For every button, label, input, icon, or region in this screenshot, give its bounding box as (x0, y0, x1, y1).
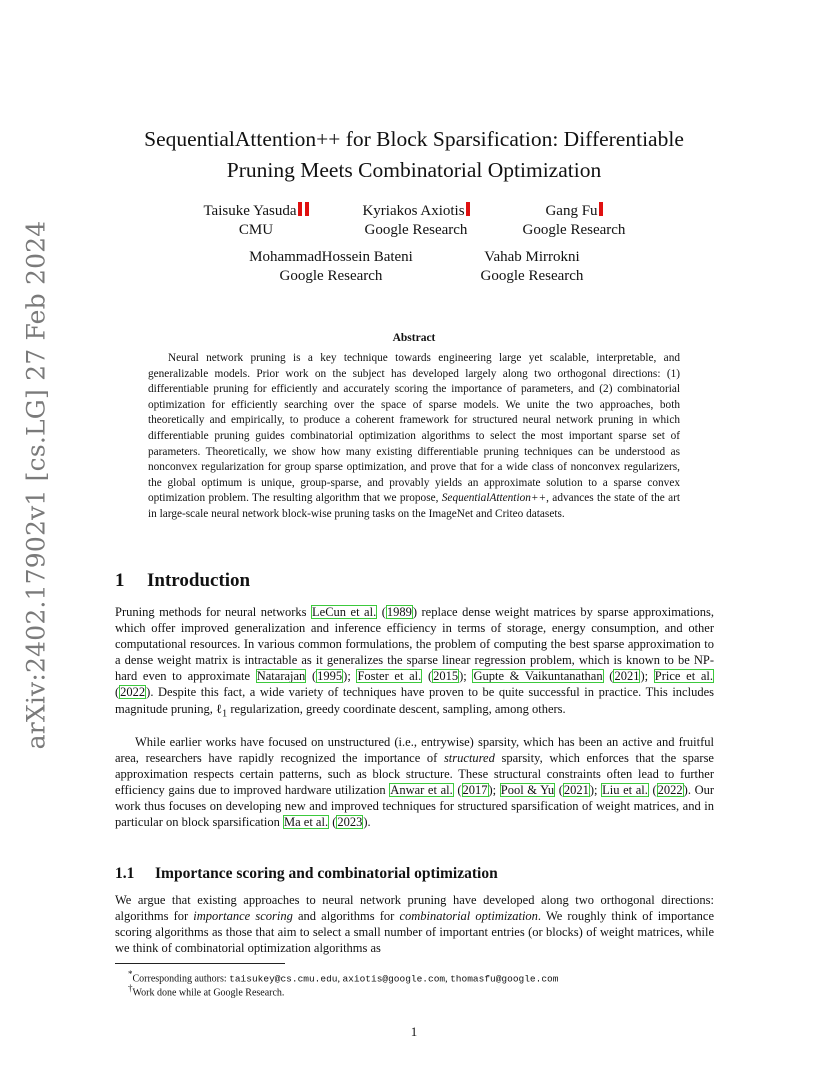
footnote-marker-link[interactable] (466, 202, 470, 216)
citation-link[interactable]: Foster et al. (357, 669, 422, 684)
subsection-heading (115, 865, 498, 883)
section-heading (115, 570, 250, 592)
citation-link[interactable]: Liu et al. (602, 783, 648, 798)
citation-link[interactable]: 2022 (657, 783, 683, 798)
email-link[interactable]: thomasfu@google.com (450, 973, 559, 985)
citation-link[interactable]: 2015 (433, 669, 459, 684)
author-affiliation: Google Research (364, 222, 468, 238)
subsection-title: Importance scoring and combinatorial optimization (155, 865, 498, 882)
author-block (462, 248, 602, 286)
section-number: 1 (115, 570, 125, 591)
citation-link[interactable]: 2021 (614, 669, 640, 684)
section-title: Introduction (147, 570, 251, 591)
footnote: †Work done while at Google Research. (128, 983, 285, 999)
abstract-heading: Abstract (392, 332, 436, 344)
author-name: Gang Fu (545, 203, 598, 219)
citation-link[interactable]: Pool & Yu (500, 783, 555, 798)
footnote-marker-link[interactable] (305, 202, 309, 216)
author-block (504, 202, 644, 240)
author-affiliation: Google Research (522, 222, 626, 238)
email-link[interactable]: taisukey@cs.cmu.edu (229, 973, 338, 985)
citation-link[interactable]: 2023 (337, 815, 363, 830)
footnote: *Corresponding authors: taisukey@cs.cmu.edu, axiotis@google.com, thomasfu@google.com (128, 969, 559, 985)
author-name: MohammadHossein Bateni (249, 249, 413, 265)
citation-link[interactable]: Natarajan (256, 669, 306, 684)
citation-link[interactable]: LeCun et al. (312, 605, 377, 619)
author-block (186, 202, 326, 240)
subsection-number: 1.1 (115, 865, 135, 882)
citation-link[interactable]: 1989 (386, 605, 412, 619)
author-name: Vahab Mirrokni (484, 249, 580, 265)
abstract-emphasis: SequentialAttention++ (441, 492, 547, 505)
citation-link[interactable]: Price et al. (654, 669, 713, 684)
citation-link[interactable]: Ma et al. (284, 815, 329, 830)
author-affiliation: CMU (238, 222, 274, 238)
footnote-marker-link[interactable] (599, 202, 603, 216)
author-block (226, 248, 436, 286)
author-name: Kyriakos Axiotis (362, 203, 465, 219)
citation-link[interactable]: 1995 (317, 669, 343, 684)
paragraph: Pruning methods for neural networks LeCun et al. (1989) replace dense weight matrices by sparse approximations, which offer improved generalization and inference efficiency in terms of storage, energy consumption, and other computational resources. In various common formulations, the problem of computing the best sparse approximation to a dense weight matrix is intractable as it generalizes the sparse linear regression problem, which is known to be NP-hard even to approximate Natarajan (1995); Foster et al. (2015); Gupte & Vaikuntanathan (2021); Price et al. (2022). Despite this fact, a wide variety of techniques have proven to be quite successful in practice. This includes magnitude pruning, ℓ$_1$ regularization, greedy coordinate descent, sampling, among others. (115, 605, 714, 720)
citation-link[interactable]: 2022 (120, 685, 146, 700)
author-affiliation: Google Research (480, 268, 584, 284)
paragraph: We argue that existing approaches to neural network pruning have developed along two orthogonal directions: algorithms for importance scoring and algorithms for combinatorial optimization. We roughly think of importance scoring algorithms as those that aim to select a small number of important entries (or blocks) of weight matrices, while we think of combinatorial optimization algorithms as (115, 893, 715, 956)
arxiv-sidebar (18, 220, 54, 750)
author-name: Taisuke Yasuda (203, 203, 297, 219)
email-link[interactable]: axiotis@google.com (342, 973, 446, 985)
title-line-2: Pruning Meets Combinatorial Optimization (226, 158, 602, 182)
page-number: 1 (410, 1024, 418, 1039)
arxiv-identifier: arXiv:2402.17902v1 [cs.LG] 27 Feb 2024 (21, 220, 51, 750)
footnote-rule (115, 963, 285, 964)
paragraph: While earlier works have focused on unstructured (i.e., entrywise) sparsity, which has been an active and fruitful area, researchers have rapidly recognized the importance of structured sparsity, which enforces that the sparse approximation respects certain patterns, such as block structure. These structural constraints often lead to further efficiency gains due to improved hardware utilization Anwar et al. (2017); Pool & Yu (2021); Liu et al. (2022). Our work thus focuses on developing new and improved techniques for structured sparsification of weight matrices, and in particular on block sparsification Ma et al. (2023). (115, 735, 715, 830)
footnote-marker-link[interactable] (298, 202, 302, 216)
citation-link[interactable]: Gupte & Vaikuntanathan (473, 669, 603, 684)
citation-link[interactable]: 2017 (462, 783, 488, 798)
author-block (346, 202, 486, 240)
citation-link[interactable]: Anwar et al. (390, 783, 453, 798)
abstract-body (148, 351, 680, 523)
author-affiliation: Google Research (279, 268, 383, 284)
citation-link[interactable]: 2021 (563, 783, 589, 798)
abstract-text: , advances the state of the art in large-scale neural network block-wise pruning tasks on the ImageNet and Criteo datasets. (148, 492, 681, 520)
title-line-1: SequentialAttention++ for Block Sparsification: Differentiable (144, 127, 684, 151)
abstract-text: Neural network pruning is a key technique towards engineering large yet scalable, interpretable, and generalizable models. Prior work on the subject has developed largely along two orthogonal directions: (1) differentiable pruning for efficiently and accurately scoring the importance of parameters, and (2) combinatorial optimization for efficiently searching over the space of sparse models. We unite the two approaches, both theoretically and empirically, to produce a coherent framework for structured neural network pruning in which differentiable pruning guides combinatorial optimization algorithms to select the most important sparse set of parameters. Theoretically, we show how many existing differentiable pruning techniques can be understood as nonconvex regularization for group sparse optimization, and prove that for a wide class of nonconvex regularizers, the global optimum is unique, group-sparse, and provably yields an approximate solution to a sparse convex optimization problem. The resulting algorithm that we propose, (148, 352, 680, 505)
paper-title (100, 124, 728, 186)
